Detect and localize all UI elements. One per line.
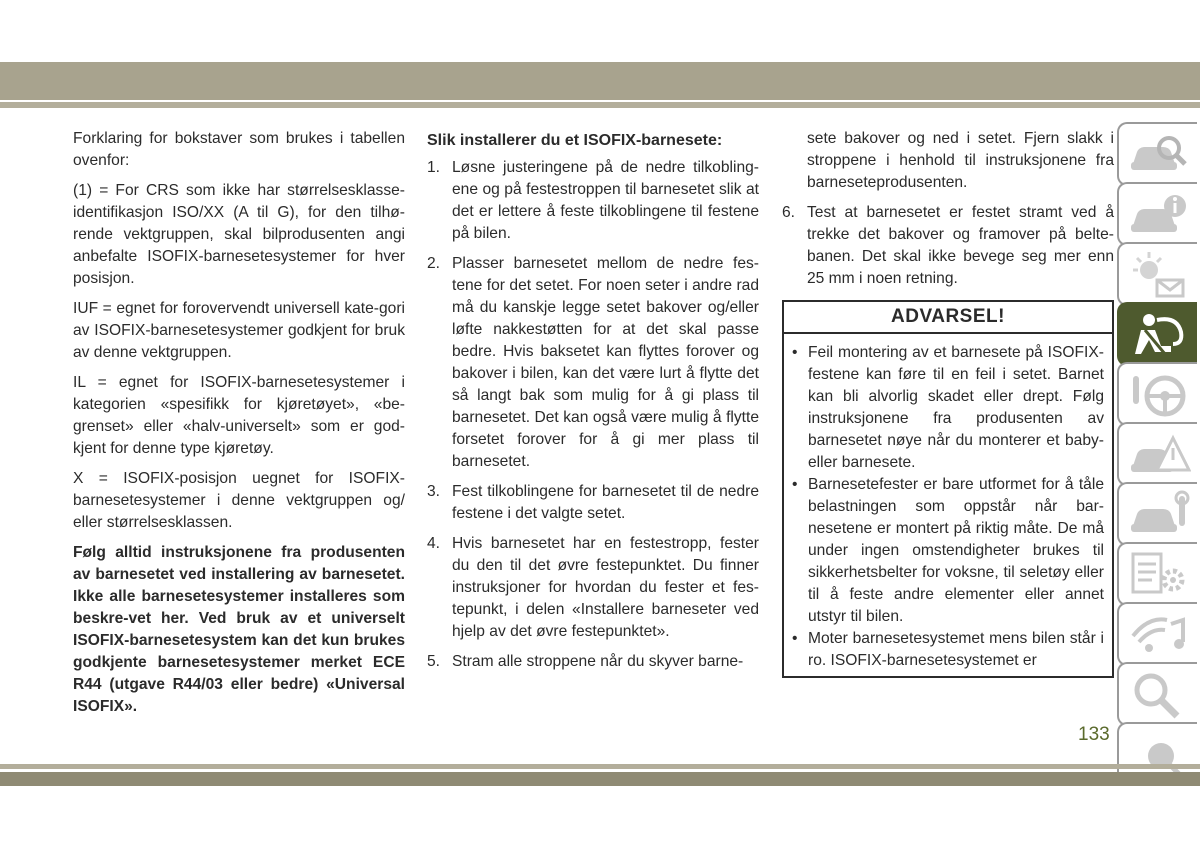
list-item	[427, 481, 759, 525]
step-text: Fest tilkoblingene for barnesetet til de nedre festene i det valgte setet.	[452, 483, 759, 522]
list-item	[427, 533, 759, 643]
tab-car-magnifier[interactable]	[1117, 122, 1197, 186]
list-item	[782, 202, 1114, 290]
tab-specifications[interactable]	[1117, 542, 1197, 606]
steering-wheel-icon	[1127, 370, 1191, 420]
list-item	[427, 253, 759, 473]
step-number: 3.	[427, 483, 441, 500]
warning-item	[792, 628, 1104, 672]
warning-lights-icon	[1127, 250, 1191, 300]
tab-search[interactable]	[1117, 662, 1197, 726]
tab-multimedia[interactable]	[1117, 602, 1197, 666]
install-steps-continued	[782, 202, 1114, 290]
specifications-gear-icon	[1127, 550, 1191, 600]
tab-service[interactable]	[1117, 482, 1197, 546]
bullet-icon: •	[792, 344, 798, 361]
car-service-icon	[1127, 490, 1191, 540]
legend-intro: Forklaring for bokstaver som brukes i tabellen ovenfor:	[73, 130, 405, 169]
warning-text: Barnesetefester er bare utformet for å tåle belastningen som oppstår når bar-nesetene er montert på riktig måte. De må under ingen omstendigheter brukes til sikkerhetsbelter for voksne, til seletøy eller til å feste andre elementer eller annet utstyr til bilen.	[808, 476, 1104, 625]
car-info-icon	[1127, 190, 1191, 240]
roadside-warning-icon	[1127, 430, 1191, 480]
step-number: 2.	[427, 255, 441, 272]
warning-item	[792, 474, 1104, 628]
step-text: Stram alle stroppene når du skyver barne-	[452, 653, 744, 670]
header-band	[0, 62, 1200, 100]
legend-x: X = ISOFIX-posisjon uegnet for ISOFIX-barnesetesystemer i denne vektgruppen og/ eller størrelsesklassen.	[73, 470, 405, 531]
warning-list	[784, 334, 1112, 676]
footer-rule	[0, 764, 1200, 769]
column-left	[73, 128, 405, 726]
tab-car-info[interactable]	[1117, 182, 1197, 246]
step-number: 5.	[427, 653, 441, 670]
bullet-icon: •	[792, 476, 798, 493]
warning-text: Moter barnesetesystemet mens bilen står i ro. ISOFIX-barnesetesystemet er	[808, 630, 1104, 669]
legend-iuf: IUF = egnet for forovervendt universell kate-gori av ISOFIX-barnesetesystemer godkjent for bruk av denne vektgruppen.	[73, 300, 405, 361]
tab-roadside[interactable]	[1117, 422, 1197, 486]
tab-steering[interactable]	[1117, 362, 1197, 426]
search-index-icon	[1127, 670, 1191, 720]
install-steps	[427, 157, 759, 673]
step-number: 1.	[427, 159, 441, 176]
car-magnifier-icon	[1127, 130, 1191, 180]
tab-warning-lights[interactable]	[1117, 242, 1197, 306]
bullet-icon: •	[792, 630, 798, 647]
warning-title: ADVARSEL!	[784, 302, 1112, 334]
column-middle	[427, 128, 759, 681]
safety-airbag-icon	[1127, 310, 1191, 360]
legend-note-1: (1) = For CRS som ikke har størrelsesklasse-identifikasjon ISO/XX (A til G), for den tilhø-rende vektgruppen, skal bilprodusenten angi anbefalte ISOFIX-barnesetesystemer for hver posisjon.	[73, 182, 405, 287]
page-number: 133	[1078, 724, 1110, 745]
step-text: Hvis barnesetet har en festestropp, fester du den til det øvre festepunktet. Du finner instruksjoner for hvordan du fester et fes-tepunkt, i delen «Installere barneseter ved hjelp av det øvre festepunktet».	[452, 535, 759, 640]
step-continuation: sete bakover og ned i setet. Fjern slakk i stroppene i henhold til instruksjonene fra barneseteprodusenten.	[807, 130, 1114, 191]
step-text: Test at barnesetet er festet stramt ved å trekke det bakover og framover på belte-banen. Det skal ikke bevege seg mer enn 25 mm i noen retning.	[807, 204, 1114, 287]
step-text: Løsne justeringene på de nedre tilkobling-ene og på festestroppen til barnesetet slik at det er lettere å feste tilkoblingene til festene på bilen.	[452, 159, 759, 242]
list-item	[427, 651, 759, 673]
header-rule	[0, 102, 1200, 108]
warning-item	[792, 342, 1104, 474]
legend-il: IL = egnet for ISOFIX-barnesetesystemer i kategorien «spesifikk for kjøretøyet», «be-grenset» eller «halv-universelt» som er god-kjent for denne type kjøretøy.	[73, 374, 405, 457]
step-number: 6.	[782, 204, 796, 221]
multimedia-icon	[1127, 610, 1191, 660]
section-heading: Slik installerer du et ISOFIX-barnesete:	[427, 132, 723, 149]
warning-box	[782, 300, 1114, 678]
step-text: Plasser barnesetet mellom de nedre fes-tene for det setet. For noen seter i andre rad må du kanskje legge setet bakover og/eller løfte nakkestøtten for at det skal passe bedre. Hvis baksetet kan flyttes forover og bakover i bilen, kan det være lurt å flytte det så langt bak som mulig for å gi plass til barnesetet. Det kan også være mulig å flytte forsetet forover for å gi mer plass til barnesetet.	[452, 255, 759, 470]
tab-safety[interactable]	[1117, 302, 1197, 366]
warning-text: Feil montering av et barnesete på ISOFIX-festene kan føre til en feil i setet. Barnet kan bli alvorlig skadet eller drept. Følg instruksjonene fra produsenten av barnesetet nøye når du monterer et baby- eller barnesete.	[808, 344, 1104, 471]
column-right	[782, 128, 1114, 678]
step-number: 4.	[427, 535, 441, 552]
important-note: Følg alltid instruksjonene fra produsenten av barnesetet ved installering av barnesetet. Ikke alle barnesetesystemer installeres som beskre-vet her. Ved bruk av et universelt ISOFIX-barnesetesystem kan det kun brukes godkjente barnesetesystemer merket ECE R44 (utgave R44/03 eller bedre) «Universal ISOFIX».	[73, 544, 405, 715]
footer-band	[0, 772, 1200, 786]
list-item	[427, 157, 759, 245]
